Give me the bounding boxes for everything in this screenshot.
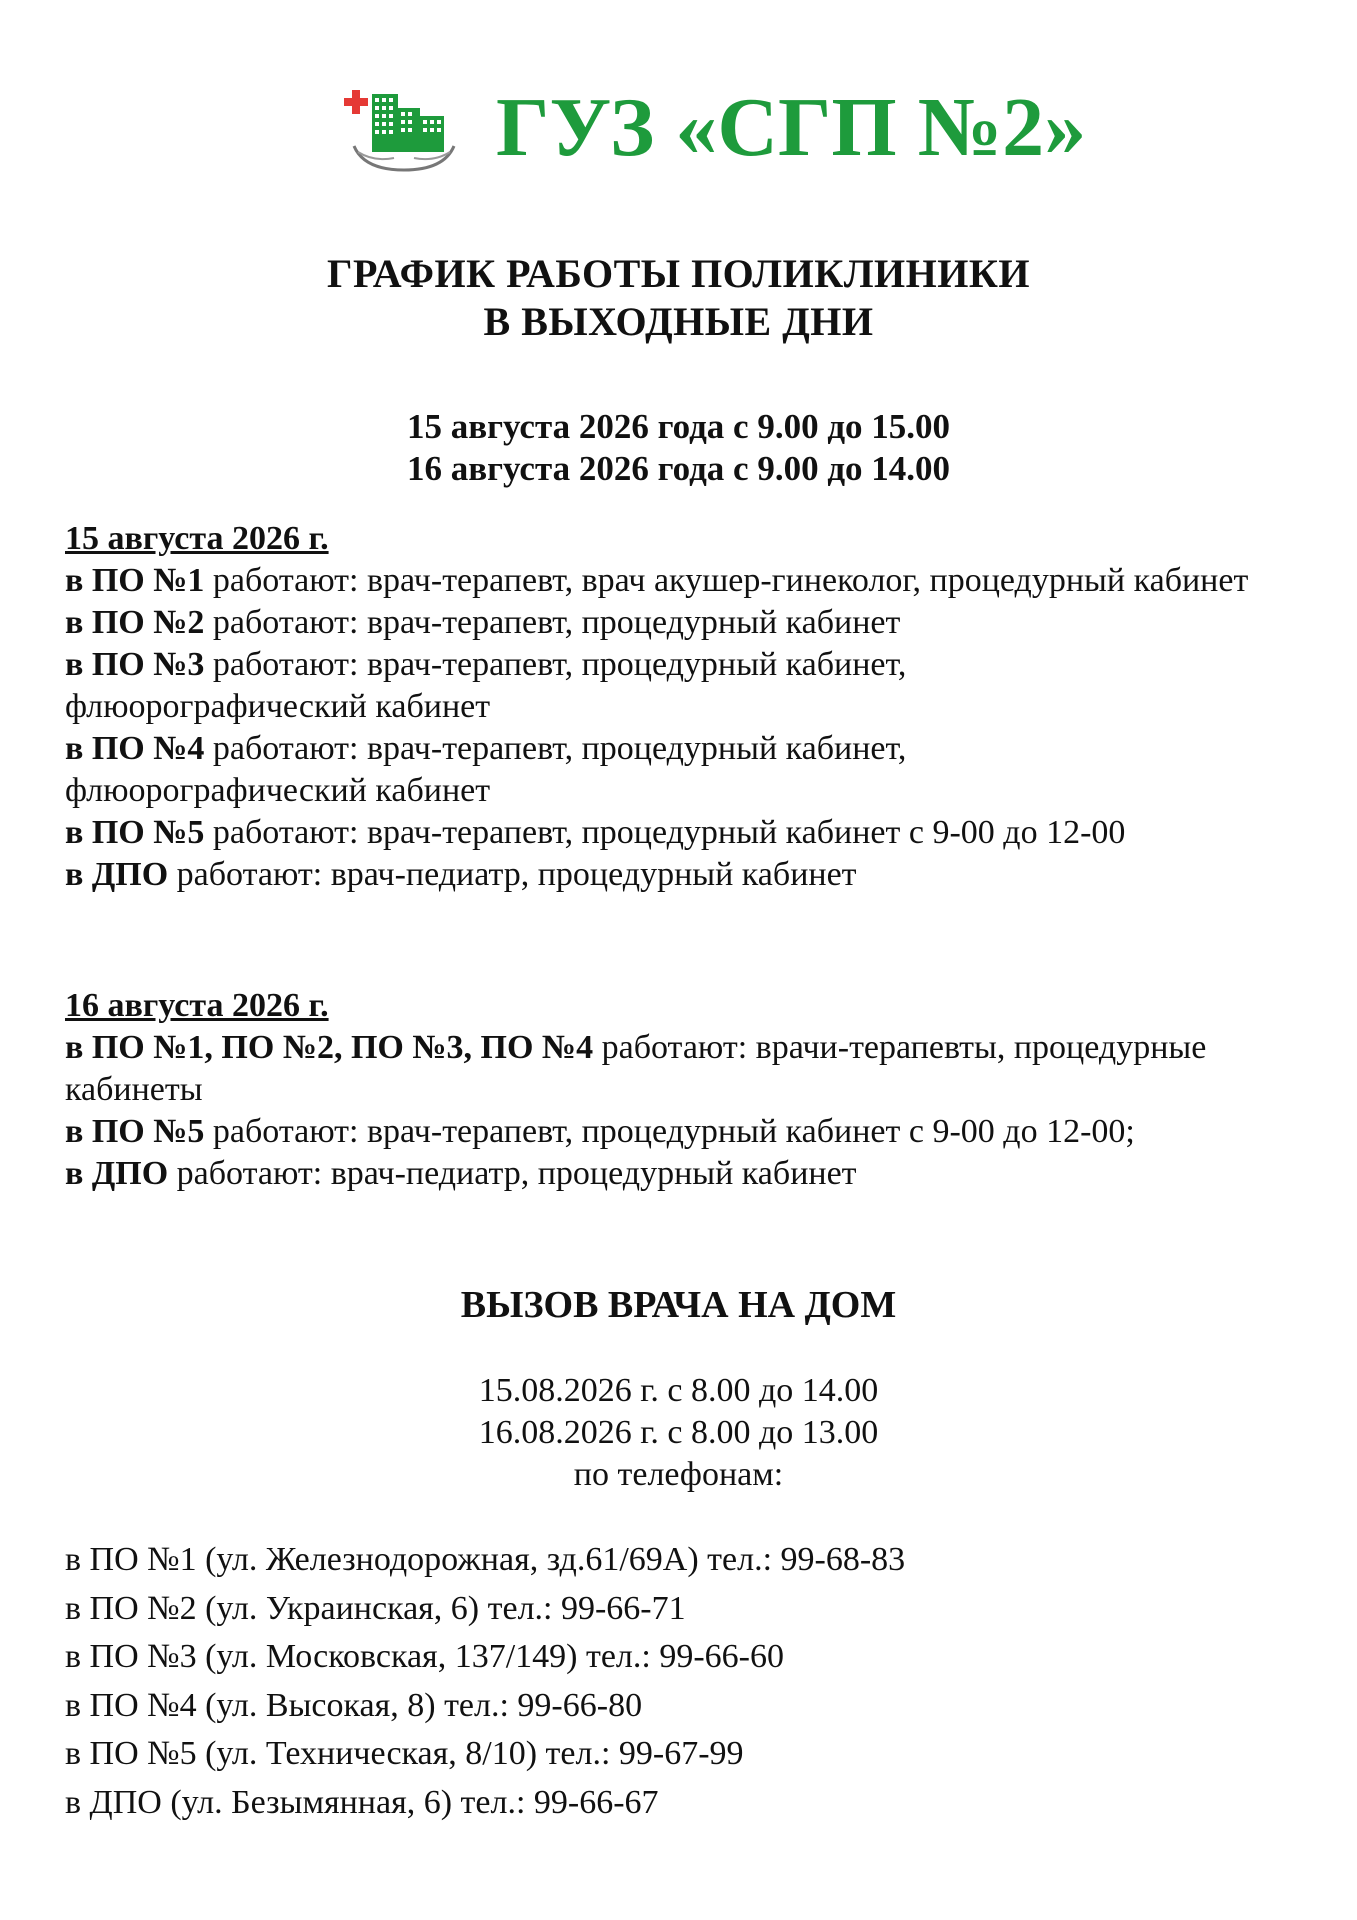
day-2-schedule [65, 985, 1325, 1195]
entry-text: работают: врачи-терапевты, процедурные кабинеты [65, 1029, 1207, 1108]
title-line-2: В ВЫХОДНЫЕ ДНИ [483, 299, 874, 344]
unit-name: в ПО №3 [65, 646, 205, 683]
home-call-title: ВЫЗОВ ВРАЧА НА ДОМ [460, 1284, 897, 1326]
entry-text: работают: врач-педиатр, процедурный кабинет [168, 856, 857, 893]
call-hours-line-2: 16.08.2026 г. с 8.00 до 13.00 [478, 1414, 879, 1451]
entry-text: работают: врач-терапевт, процедурный кабинет [204, 604, 901, 641]
unit-name: в ДПО [65, 1155, 169, 1192]
schedule-entry [65, 728, 1025, 812]
phone-item: в ПО №5 (ул. Техническая, 8/10) тел.: 99-67-99 [65, 1735, 744, 1773]
entry-text: работают: врач-терапевт, врач акушер-гинеколог, процедурный кабинет [204, 562, 1249, 599]
hours-line-1: 15 августа 2026 года с 9.00 до 15.00 [406, 407, 951, 446]
organization-name: ГУЗ «СГП №2» [496, 81, 1087, 174]
entry-text: работают: врач-педиатр, процедурный кабинет [168, 1155, 857, 1192]
schedule-entry [65, 1111, 1325, 1153]
unit-name: в ДПО [65, 856, 169, 893]
weekend-hours [0, 406, 1357, 490]
title-line-1: ГРАФИК РАБОТЫ ПОЛИКЛИНИКИ [327, 251, 1030, 296]
entry-text: работают: врач-терапевт, процедурный кабинет с 9-00 до 12-00 [204, 814, 1126, 851]
schedule-entry [65, 560, 1325, 602]
entry-text: работают: врач-терапевт, процедурный кабинет, флюорографический кабинет [65, 730, 907, 809]
phone-item: в ПО №2 (ул. Украинская, 6) тел.: 99-66-71 [65, 1589, 686, 1627]
phone-item: в ДПО (ул. Безымянная, 6) тел.: 99-66-67 [65, 1783, 659, 1821]
call-hours-line-3: по телефонам: [573, 1456, 784, 1493]
schedule-entry [65, 854, 1325, 896]
schedule-entry [65, 602, 1325, 644]
unit-name: в ПО №5 [65, 814, 205, 851]
phone-item: в ПО №1 (ул. Железнодорожная, зд.61/69А) тел.: 99-68-83 [65, 1541, 906, 1578]
schedule-entry [65, 644, 1025, 728]
clinic-buildings-hands-icon [344, 86, 464, 174]
unit-name: в ПО №4 [65, 730, 205, 767]
page-title [0, 250, 1357, 346]
home-call-hours [0, 1370, 1357, 1496]
unit-name: в ПО №1 [65, 562, 205, 599]
day-1-date: 15 августа 2026 г. [65, 520, 329, 557]
schedule-entry [65, 812, 1325, 854]
phone-item: в ПО №4 (ул. Высокая, 8) тел.: 99-66-80 [65, 1686, 643, 1724]
phone-list [65, 1536, 1325, 1828]
call-hours-line-1: 15.08.2026 г. с 8.00 до 14.00 [478, 1372, 879, 1409]
schedule-entry [65, 1153, 1325, 1195]
entry-text: работают: врач-терапевт, процедурный кабинет с 9-00 до 12-00; [204, 1113, 1135, 1150]
day-1-schedule [65, 518, 1325, 896]
unit-name: в ПО №2 [65, 604, 205, 641]
header [0, 78, 1357, 178]
day-2-date: 16 августа 2026 г. [65, 987, 329, 1024]
unit-name: в ПО №1, ПО №2, ПО №3, ПО №4 [65, 1029, 594, 1066]
phone-item: в ПО №3 (ул. Московская, 137/149) тел.: 99-66-60 [65, 1638, 784, 1676]
unit-name: в ПО №5 [65, 1113, 205, 1150]
entry-text: работают: врач-терапевт, процедурный кабинет, флюорографический кабинет [65, 646, 907, 725]
hours-line-2: 16 августа 2026 года с 9.00 до 14.00 [406, 449, 951, 488]
schedule-entry [65, 1027, 1325, 1111]
